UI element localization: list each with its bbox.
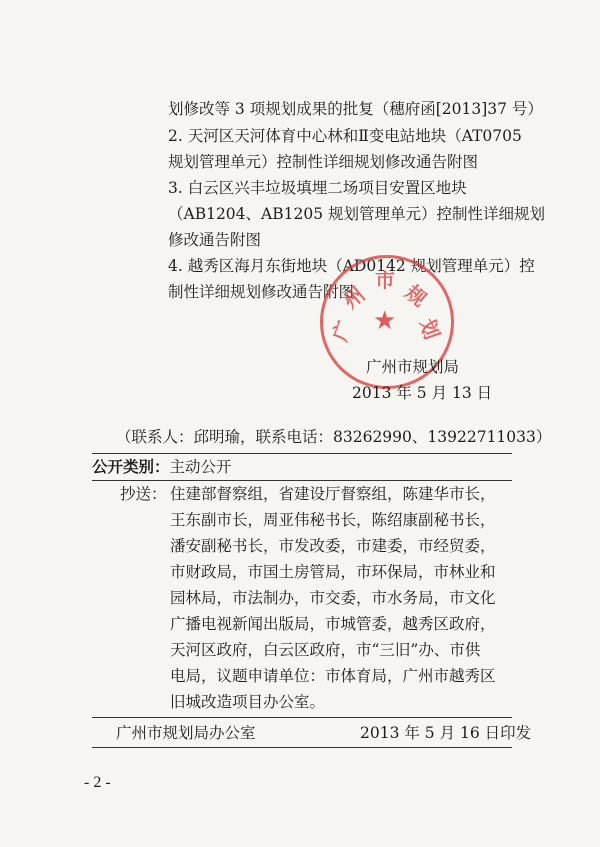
cc-line-4: 市财政局，市国土房管局，市环保局，市林业和	[170, 563, 496, 581]
attachment-item-3-line-3: 修改通告附图	[168, 231, 262, 249]
seal-char-2: 州	[338, 282, 370, 314]
cc-line-2: 王东副市长，周亚伟秘书长，陈绍康副秘书长，	[170, 511, 496, 529]
seal-char-4: 规	[400, 280, 432, 312]
page-number: - 2 -	[84, 774, 111, 791]
cc-line-6: 广播电视新闻出版局，市城管委，越秀区政府，	[170, 615, 496, 633]
divider-top	[92, 453, 512, 454]
attachment-item-2-line-1: 2. 天河区天河体育中心林和Ⅱ变电站地块（AT0705	[168, 127, 522, 145]
seal-char-1: 广	[327, 317, 358, 345]
divider-bottom	[92, 747, 512, 748]
cc-line-7: 天河区政府，白云区政府，市“三旧”办、市供	[170, 641, 481, 659]
issuer-date: 2013 年 5 月 16 日印发	[360, 724, 532, 742]
attachment-item-3-line-2: （AB1204、AB1205 规划管理单元）控制性详细规划	[168, 205, 545, 223]
divider-issuer-top	[92, 717, 512, 718]
cc-line-1: 住建部督察组，省建设厅督察组，陈建华市长，	[170, 485, 496, 503]
attachment-item-2-line-2: 规划管理单元）控制性详细规划修改通告附图	[168, 153, 479, 171]
disclosure-label: 公开类别：	[92, 458, 170, 476]
seal-star-icon: ★	[373, 306, 397, 336]
seal-char-3: 市	[375, 268, 395, 292]
cc-line-8: 电局，议题申请单位：市体育局，广州市越秀区	[170, 667, 496, 685]
attachment-item-3-line-1: 3. 白云区兴丰垃圾填埋二场项目安置区地块	[168, 179, 467, 197]
disclosure-row	[92, 457, 232, 477]
attachment-line-1: 划修改等 3 项规划成果的批复（穗府函[2013]37 号）	[168, 100, 543, 118]
signature-org: 广州市规划局	[366, 358, 460, 376]
cc-line-9: 旧城改造项目办公室。	[170, 693, 326, 711]
cc-label: 抄送：	[120, 485, 167, 503]
attachment-item-4-line-1: 4. 越秀区海月东街地块（AD0142 规划管理单元）控	[168, 257, 535, 275]
issuer-org: 广州市规划局办公室	[116, 724, 256, 742]
signature-date: 2013 年 5 月 13 日	[352, 384, 493, 402]
cc-line-5: 园林局，市法制办，市交委，市水务局，市文化	[170, 589, 496, 607]
disclosure-value: 主动公开	[169, 458, 232, 476]
contact-line: （联系人：邱明瑜，联系电话：83262990、13922711033）	[116, 428, 552, 446]
cc-line-3: 潘安副秘书长，市发改委，市建委，市经贸委，	[170, 537, 496, 555]
divider-disclosure	[92, 480, 512, 481]
attachment-item-4-line-2: 制性详细规划修改通告附图	[168, 283, 355, 301]
seal-char-5: 划	[414, 315, 445, 343]
